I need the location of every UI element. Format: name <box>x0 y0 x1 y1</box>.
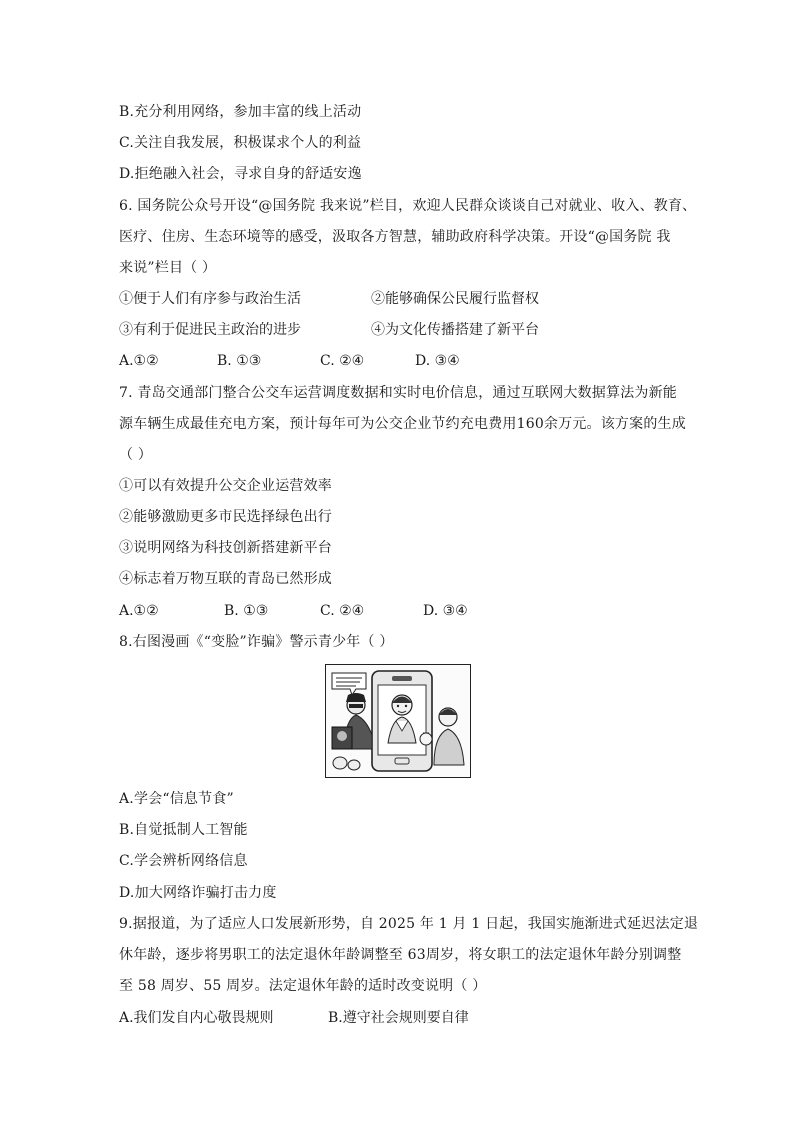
q7-choice-d: D. ③④ <box>423 603 468 619</box>
q9-stem-line1: 9.据报道，为了适应人口发展新形势，自 2025 年 1 月 1 日起，我国实施渐进式延迟法定退 <box>119 916 699 932</box>
q5-option-b: B.充分利用网络，参加丰富的线上活动 <box>119 104 362 120</box>
q9-choice-b: B.遵守社会规则要自律 <box>328 1010 469 1026</box>
q8-choice-b: B.自觉抵制人工智能 <box>119 822 248 838</box>
q8-choice-a: A.学会“信息节食” <box>119 791 234 807</box>
q8-choice-d: D.加大网络诈骗打击力度 <box>119 885 277 901</box>
cartoon-illustration <box>326 665 469 776</box>
q6-choice-a: A.①② <box>119 353 159 369</box>
q9-stem-line3: 至 58 周岁、55 周岁。法定退休年龄的适时改变说明（ ） <box>119 978 487 994</box>
q6-stem-line2: 医疗、住房、生态环境等的感受，汲取各方智慧，辅助政府科学决策。开设“@国务院 我 <box>119 229 671 245</box>
q6-choice-c: C. ②④ <box>320 353 365 369</box>
q8-stem: 8.右图漫画《“变脸”诈骗》警示青少年（ ） <box>119 634 394 650</box>
q9-choice-a: A.我们发自内心敬畏规则 <box>119 1010 274 1026</box>
q7-statement-1: ①可以有效提升公交企业运营效率 <box>119 478 332 494</box>
q6-choice-d: D. ③④ <box>415 353 460 369</box>
q7-stem-line1: 7. 青岛交通部门整合公交车运营调度数据和实时电价信息，通过互联网大数据算法为新能 <box>119 385 678 401</box>
q7-choice-b: B. ①③ <box>224 603 269 619</box>
q6-statement-1: ①便于人们有序参与政治生活 <box>119 291 301 307</box>
q7-statement-3: ③说明网络为科技创新搭建新平台 <box>119 540 332 556</box>
q6-statement-3: ③有利于促进民主政治的进步 <box>119 322 301 338</box>
q7-statement-4: ④标志着万物互联的青岛已然形成 <box>119 571 332 587</box>
q6-stem-line3: 来说”栏目（ ） <box>119 260 217 276</box>
q7-statement-2: ②能够激励更多市民选择绿色出行 <box>119 509 332 525</box>
q5-option-c: C.关注自我发展，积极谋求个人的利益 <box>119 135 362 151</box>
q7-stem-line2: 源车辆生成最佳充电方案，预计每年可为公交企业节约充电费用160余万元。该方案的生成 <box>119 416 686 432</box>
q7-choice-c: C. ②④ <box>320 603 365 619</box>
face-swap-scam-cartoon <box>325 664 471 778</box>
q5-option-d: D.拒绝融入社会，寻求自身的舒适安逸 <box>119 166 362 182</box>
q6-choice-b: B. ①③ <box>217 353 262 369</box>
q9-stem-line2: 休年龄，逐步将男职工的法定退休年龄调整至 63周岁，将女职工的法定退休年龄分别调整 <box>119 947 682 963</box>
q6-stem-line1: 6. 国务院公众号开设“@国务院 我来说”栏目，欢迎人民群众谈谈自己对就业、收入、教育、 <box>119 198 697 214</box>
q8-choice-c: C.学会辨析网络信息 <box>119 853 248 869</box>
q6-statement-4: ④为文化传播搭建了新平台 <box>371 322 539 338</box>
q6-statement-2: ②能够确保公民履行监督权 <box>371 291 539 307</box>
q7-stem-line3: （ ） <box>119 447 153 463</box>
q7-choice-a: A.①② <box>119 603 159 619</box>
